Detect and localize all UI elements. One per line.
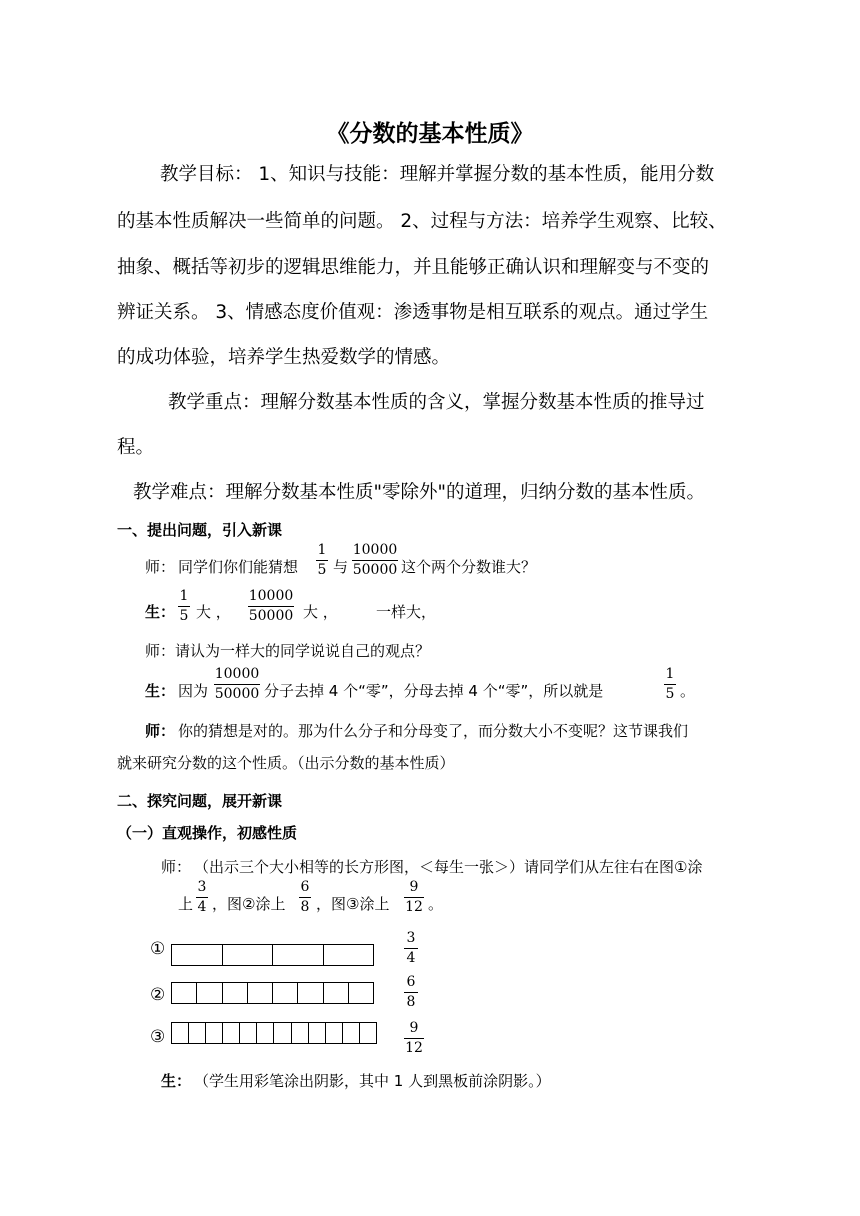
figure-1-rectangle xyxy=(171,944,374,966)
page-title: 《分数的基本性质》 xyxy=(326,121,534,147)
difficulty-line: 教学难点：理解分数基本性质"零除外"的道理，归纳分数的基本性质。 xyxy=(133,482,706,503)
student-line-2-text-c: 。 xyxy=(680,682,696,700)
fraction-big-3: 10000 50000 xyxy=(214,666,260,702)
fraction-big-2: 10000 50000 xyxy=(248,588,294,624)
teacher-line-4-text-b: 上 xyxy=(178,895,194,913)
figure-3-fraction: 9 12 xyxy=(405,1020,423,1056)
objectives-line-3: 抽象、概括等初步的逻辑思维能力，并且能够正确认识和理解变与不变的 xyxy=(117,257,710,278)
fraction-one-fifth-2: 1 5 xyxy=(179,588,189,624)
fraction-nine-twelfths: 9 12 xyxy=(405,879,423,915)
figure-1-fraction: 3 4 xyxy=(404,930,418,967)
figure-2-rectangle xyxy=(171,982,374,1004)
teacher-line-4-text-e: 。 xyxy=(428,895,444,913)
objectives-line-1: 教学目标： 1、知识与技能：理解并掌握分数的基本性质，能用分数 xyxy=(160,164,715,185)
student-line-3-speaker: 生： xyxy=(161,1072,192,1090)
teacher-line-3-text-1: 你的猜想是对的。那为什么分子和分母变了，而分数大小不变呢？这节课我们 xyxy=(178,722,689,740)
student-line-2-text-a: 因为 xyxy=(178,682,209,700)
section-2-subheading: （一）直观操作，初感性质 xyxy=(117,824,298,842)
teacher-line-1-text-b: 与 xyxy=(333,558,349,576)
objectives-line-5: 的成功体验，培养学生热爱数学的情感。 xyxy=(117,347,451,368)
figure-2-label: ② xyxy=(150,985,166,1005)
student-line-2-speaker: 生： xyxy=(145,682,176,700)
student-line-3-text: （学生用彩笔涂出阴影，其中 1 人到黑板前涂阴影。） xyxy=(194,1072,551,1090)
teacher-line-4-speaker: 师： xyxy=(161,858,192,876)
student-line-1-text-b: 大 ， xyxy=(303,603,338,621)
objectives-line-2: 的基本性质解决一些简单的问题。 2、过程与方法：培养学生观察、比较、 xyxy=(117,211,727,232)
section-2-heading: 二、探究问题，展开新课 xyxy=(117,792,283,810)
teacher-line-3-speaker: 师： xyxy=(145,722,176,740)
teacher-line-2: 师：请认为一样大的同学说说自己的观点？ xyxy=(145,642,431,660)
teacher-line-1-text-a: 同学们你们能猜想 xyxy=(178,558,299,576)
fraction-six-eighths: 6 8 xyxy=(300,879,310,915)
teacher-line-1-speaker: 师： xyxy=(145,558,176,576)
fraction-big: 10000 50000 xyxy=(352,542,398,578)
fraction-one-fifth: 1 5 xyxy=(317,542,327,578)
teacher-line-4-text-c: ，图②涂上 xyxy=(212,895,286,913)
key-points-line-1: 教学重点：理解分数基本性质的含义，掌握分数基本性质的推导过 xyxy=(168,392,705,413)
figure-1-label: ① xyxy=(150,939,166,959)
student-line-2-text-b: 分子去掉 4 个“零”，分母去掉 4 个“零”，所以就是 xyxy=(264,682,604,700)
objectives-line-4: 辨证关系。 3、情感态度价值观：渗透事物是相互联系的观点。通过学生 xyxy=(117,302,709,323)
teacher-line-1-text-c: 这个两个分数谁大？ xyxy=(401,558,537,576)
key-points-line-2: 程。 xyxy=(117,437,155,458)
fraction-three-quarters: 3 4 xyxy=(197,879,207,915)
figure-3-rectangle xyxy=(171,1022,377,1044)
figure-3-label: ③ xyxy=(150,1027,166,1047)
student-line-1-text-c: 一样大， xyxy=(376,603,437,621)
teacher-line-3-text-2: 就来研究分数的这个性质。（出示分数的基本性质） xyxy=(117,754,455,772)
student-line-1-text-a: 大 ， xyxy=(196,603,231,621)
fraction-one-fifth-3: 1 5 xyxy=(665,666,675,702)
teacher-line-4-text-d: ，图③涂上 xyxy=(316,895,390,913)
student-line-1-speaker: 生： xyxy=(145,603,176,621)
section-1-heading: 一、提出问题，引入新课 xyxy=(117,521,283,539)
teacher-line-4-text-1: （出示三个大小相等的长方形图，＜每生一张＞）请同学们从左往右在图①涂 xyxy=(194,858,703,876)
figure-2-fraction: 6 8 xyxy=(404,974,418,1011)
